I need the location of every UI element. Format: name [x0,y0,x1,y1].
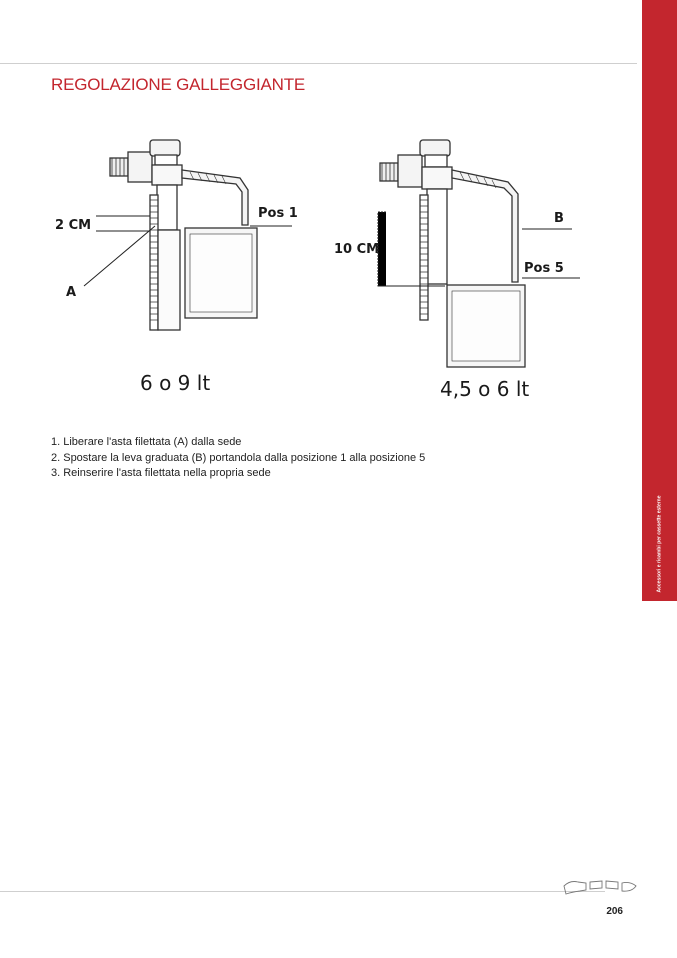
page-number: 206 [606,906,623,917]
section-tab-label: Accessori e ricambi per cassette esterne [656,495,662,592]
part-b-label: B [554,211,564,226]
valve-left-drawing [110,140,257,330]
left-capacity-label: 6 o 9 lt [140,371,211,395]
right-capacity-label: 4,5 o 6 lt [440,377,530,401]
float-valve-diagram [0,120,637,410]
instruction-step: 2. Spostare la leva graduata (B) portandola dalla posizione 1 alla posizione 5 [51,451,426,464]
left-pos-label: Pos 1 [258,206,298,221]
instruction-step: 3. Reinserire l'asta filettata nella propria sede [51,467,271,479]
right-dim-label: 10 CM [334,242,380,257]
part-a-label: A [66,285,77,300]
header-divider [0,63,637,64]
instruction-step: 1. Liberare l'asta filettata (A) dalla sede [51,436,242,448]
instruction-list [51,435,425,482]
footer-divider [0,891,605,892]
valve-right-drawing [380,140,525,367]
brand-wave-logo-icon [562,876,638,898]
section-tab-label-wrap [642,495,677,592]
right-pos-label: Pos 5 [524,261,564,276]
page-title: REGOLAZIONE GALLEGGIANTE [51,75,306,94]
left-dim-label: 2 CM [55,218,92,233]
